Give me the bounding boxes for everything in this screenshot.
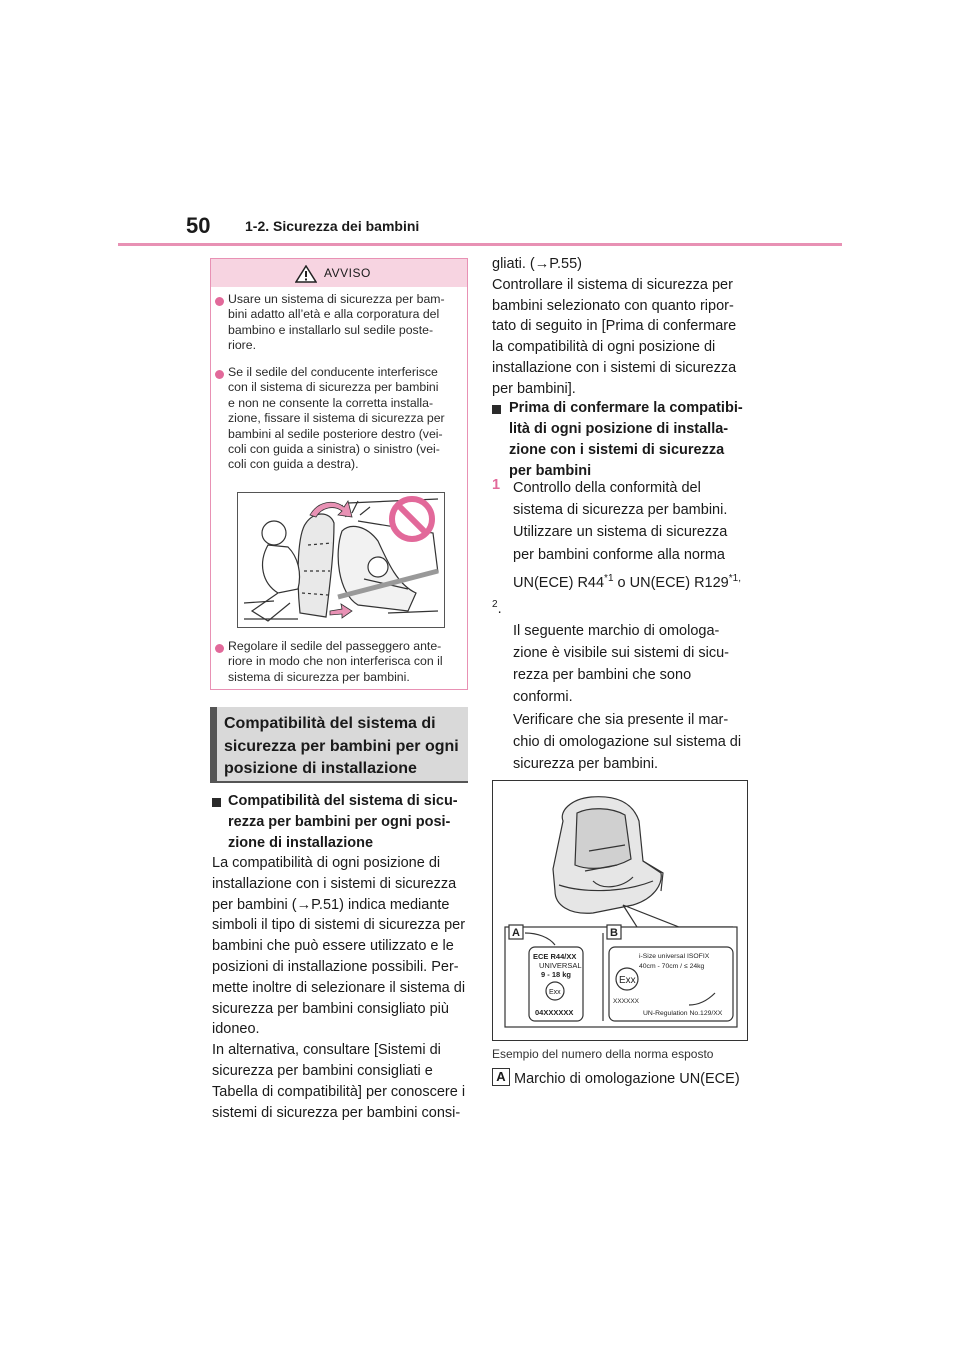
warning-bullet-2: Se il sedile del conducente interferisce con il sistema di sicurezza per bambini e non ne consente la corretta installa- zione, fissare il sistema di sicurezza per bambini al sedile posteriore destro (vei- coli con guida a sinistra) o sinistro (vei- coli con guida a destra). bbox=[228, 365, 445, 472]
seat-interference-illustration bbox=[237, 492, 445, 628]
figure-label-b: B bbox=[610, 927, 618, 939]
legend-label-a: A bbox=[492, 1068, 510, 1086]
warning-icon bbox=[295, 265, 317, 283]
figure-caption: Esempio del numero della norma esposto bbox=[492, 1047, 714, 1061]
mark-a-line-4: Exx bbox=[549, 989, 561, 996]
figure-label-a: A bbox=[512, 927, 520, 939]
child-seat-illustration bbox=[493, 781, 747, 1040]
mark-b-line-1: i-Size universal ISOFIX bbox=[639, 953, 710, 960]
left-subheading: Compatibilità del sistema di sicu- rezza per bambini per ogni posi- zione di installazione bbox=[228, 793, 458, 851]
square-bullet-icon bbox=[492, 405, 501, 414]
warning-bullet-1: Usare un sistema di sicurezza per bam- bini adatto all’età e alla corporatura del bambino e installarlo sul sedile poste- riore. bbox=[228, 292, 445, 353]
warning-box bbox=[210, 258, 468, 690]
bullet-icon bbox=[215, 370, 224, 379]
mark-a-line-2: UNIVERSAL bbox=[539, 961, 582, 970]
section-heading-box bbox=[210, 707, 468, 781]
warning-bullet-3: Regolare il sedile del passeggero ante- riore in modo che non interferisca con il sistema di sicurezza per bambini. bbox=[228, 639, 443, 684]
mark-a-line-5: 04XXXXXX bbox=[535, 1008, 574, 1017]
section-heading: Compatibilità del sistema di sicurezza per bambini per ogni posizione di installazione bbox=[224, 715, 459, 777]
mark-b-line-4: XXXXXX bbox=[613, 998, 640, 1005]
mark-b-line-3: Exx bbox=[619, 975, 636, 986]
step-number: 1 bbox=[492, 477, 501, 493]
square-bullet-icon bbox=[212, 798, 221, 807]
approval-mark-figure bbox=[492, 780, 748, 1041]
warning-title: AVVISO bbox=[324, 266, 371, 280]
mark-a-line-1: ECE R44/XX bbox=[533, 952, 577, 961]
step-text: Controllo della conformità del sistema di sicurezza per bambini. Utilizzare un sistema di sicurezza per bambini conforme alla norma UN(ECE) R44$^{*1}$ o UN(ECE) $R129^{*1,}$ $^2$. Il seguente marchio di omologa- zione è visibile sui sistemi di sicu- rezza per bambini che sono conformi. Verificare che sia presente il mar- chio di omologazione sul sistema di sicurezza per bambini. bbox=[492, 480, 742, 773]
right-body-text: gliati. (→P.55) Controllare il sistema di sicurezza per bambini selezionato con quanto ripor- tato di seguito in [Prima di confermare la compatibilità di ogni posizione di installazione con i sistemi di sicurezza per bambini]. bbox=[492, 256, 737, 397]
section-heading-underline bbox=[210, 781, 468, 783]
header-rule bbox=[118, 243, 842, 246]
bullet-icon bbox=[215, 644, 224, 653]
right-subheading: Prima di confermare la compatibi- lità di ogni posizione di installa- zione con i sistemi di sicurezza per bambini bbox=[509, 400, 743, 479]
warning-header bbox=[211, 259, 467, 287]
legend-text-a: Marchio di omologazione UN(ECE) bbox=[514, 1071, 740, 1087]
left-body-text: La compatibilità di ogni posizione di installazione con i sistemi di sicurezza per bambini (→P.51) indica mediante simboli il tipo di sistemi di sicurezza per bambini che può essere utilizzato e le posizioni di installazione possibili. Per- mette inoltre di selezionare il sistema di sicurezza per bambini consigliato più idoneo. In alternativa, consultare [Sistemi di sicurezza per bambini consigliati e Tabella di compatibilità] per conoscere i sistemi di sicurezza per bambini consi- bbox=[212, 855, 466, 1121]
mark-a-line-3: 9 - 18 kg bbox=[541, 970, 572, 979]
bullet-icon bbox=[215, 297, 224, 306]
section-title: 1-2. Sicurezza dei bambini bbox=[245, 218, 420, 234]
mark-b-line-2: 40cm - 70cm / ≤ 24kg bbox=[639, 963, 705, 970]
mark-b-line-5: UN-Regulation No.129/XX bbox=[643, 1010, 723, 1017]
page-number: 50 bbox=[186, 213, 211, 238]
section-heading-bar bbox=[210, 707, 217, 781]
